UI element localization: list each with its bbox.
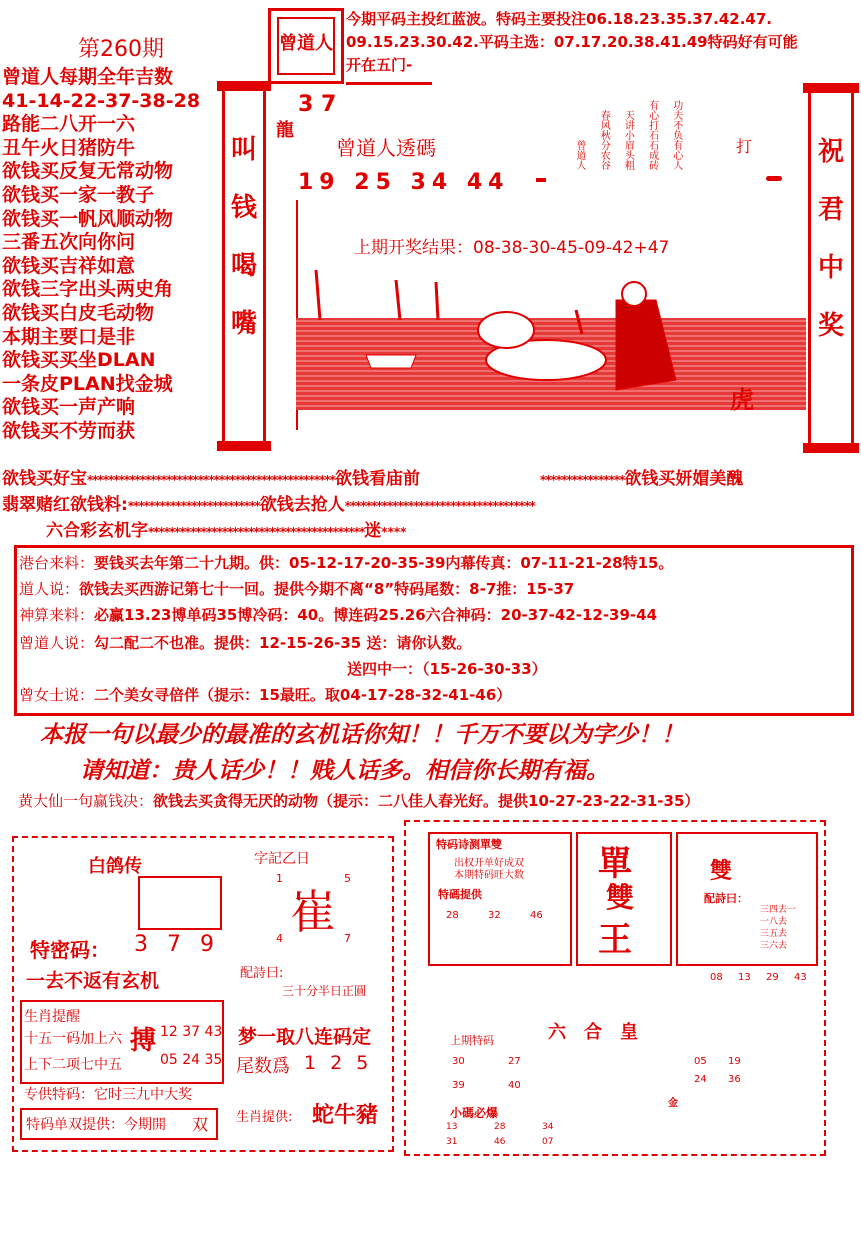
left-line: 欲钱买反复无常动物 — [2, 160, 174, 183]
right-scroll — [808, 90, 854, 446]
dream-text: 梦一取八连码定 — [238, 1026, 372, 1048]
header-underline — [346, 82, 432, 85]
zodiac-label: 生肖提供: — [236, 1110, 293, 1125]
xiaoma-title: 小碼必爆 — [450, 1106, 499, 1120]
sm-num: 40 — [508, 1080, 521, 1091]
left-line: 欲钱买买坐DLAN — [2, 349, 156, 372]
left-line: 欲钱三字出头两史角 — [2, 278, 174, 301]
tail-label: 尾数爲 — [236, 1056, 290, 1077]
left-line: 41-14-22-37-38-28 — [2, 89, 201, 112]
special-code-nums: 3 7 9 — [134, 932, 220, 957]
scroll-char: 叫 — [230, 135, 257, 165]
column-text: 有心打石石成砖 — [646, 100, 658, 170]
sm-num: 27 — [508, 1056, 521, 1067]
zodiac-text: 蛇牛豬 — [312, 1103, 379, 1128]
star-line-3: 六合彩玄机字*****************************************迷**** — [46, 521, 407, 541]
line-text: 欲钱去抢人 — [259, 495, 345, 515]
right-num: 13 — [738, 972, 751, 983]
huang-label: 黄大仙一句赢钱决： — [18, 792, 154, 810]
scroll-char: 中 — [817, 253, 844, 283]
xm-num: 31 — [446, 1137, 458, 1147]
line-text: 欲钱看庙前 — [334, 469, 420, 489]
peishi-title: 配詩曰： — [704, 892, 748, 905]
slogan-1: 本报一句以最少的最准的玄机话你知！！千万不要以为字少！！ — [40, 721, 684, 748]
info-line: 神算来料：必赢13.23博单码35博冷码：40。博连码25.26六合神码：20-37-42-12-39-44 — [19, 606, 658, 624]
zi-title: 字記乙日 — [254, 851, 310, 867]
left-line: 欲钱买一帆风顺动物 — [2, 207, 174, 230]
peishi-line: 三六去 — [760, 941, 788, 951]
slogan-2: 请知道：贵人话少！！贱人话多。相信你长期有福。 — [80, 757, 609, 784]
info-line: 曾道人说：勾二配二不也准。提供：12-15-26-35 送：请你认数。 — [19, 634, 472, 652]
right-num: 29 — [766, 972, 779, 983]
xm-num: 07 — [542, 1137, 554, 1147]
left-line: 曾道人每期全年吉数 — [2, 66, 174, 88]
pm-title: 特码诗测單雙 — [436, 838, 502, 851]
jin-char: 金 — [668, 1098, 678, 1109]
right-num: 43 — [794, 972, 807, 983]
mid-num: 24 — [694, 1074, 707, 1085]
mid-num: 19 — [728, 1056, 741, 1067]
scene-mask — [384, 415, 784, 445]
bo-char: 搏 — [130, 1026, 157, 1056]
scroll-char: 奖 — [817, 311, 844, 341]
zi-num: 7 — [344, 932, 351, 945]
line-text: 欲钱买妍媢美醜 — [624, 469, 744, 489]
shengxiao-line: 十五一码加上六 — [24, 1031, 122, 1047]
left-column — [2, 66, 224, 444]
brand-text: 白鸽传 — [88, 856, 142, 877]
dash — [536, 178, 546, 182]
left-line: 欲钱买一家一教子 — [2, 183, 155, 206]
scroll-char: 钱 — [230, 193, 257, 223]
special-tip: 专供特码：它时三九中大奖 — [24, 1087, 192, 1103]
left-line: 三番五次向你问 — [2, 231, 136, 254]
pm-num: 46 — [530, 910, 543, 921]
shengxiao-line: 上下二项七中五 — [24, 1057, 122, 1073]
scroll-char: 君 — [817, 195, 844, 225]
shengxiao-title: 生肖提醒 — [24, 1009, 80, 1025]
poem-title: 配詩曰: — [240, 966, 284, 981]
zi-char: 崔 — [290, 885, 336, 939]
picture-numbers: 19 25 34 44 — [298, 170, 510, 195]
tail-nums: 1 2 5 — [304, 1052, 373, 1074]
info-line: 送四中一：（15-26-30-33） — [347, 660, 547, 678]
header-line-1: 今期平码主投红蓝波。特码主要投注06.18.23.35.37.42.47. — [346, 10, 773, 28]
info-line: 港台来料：要钱买去年第二十九期。供：05-12-17-20-35-39内幕传真：07-11-21-28特15。 — [19, 554, 674, 572]
header-line-3: 开在五门- — [346, 56, 413, 74]
scroll-char: 喝 — [230, 251, 257, 281]
line-text: 迷 — [364, 521, 382, 541]
left-line: 欲钱买白皮毛动物 — [2, 301, 155, 324]
left-line: 路能二八开一六 — [2, 113, 136, 136]
zi-num: 4 — [276, 932, 283, 945]
tiger-char: 虎 — [730, 386, 754, 414]
previous-result: 上期开奖结果：08-38-30-45-09-42+47 — [354, 238, 670, 258]
column-text: 曾道人 — [574, 140, 585, 170]
dragon-char: 龍 — [276, 120, 294, 141]
scroll-char: 祝 — [817, 137, 844, 167]
zi-num: 5 — [344, 872, 351, 885]
pm-num: 32 — [488, 910, 501, 921]
right-num: 08 — [710, 972, 723, 983]
phrase: 一去不返有玄机 — [26, 970, 160, 992]
peishi-line: 三四去一 — [760, 905, 797, 915]
picture-title: 曾道人透碼 — [336, 136, 436, 160]
line-text: 六合彩玄机字 — [46, 521, 148, 541]
scroll-char: 嘴 — [230, 309, 257, 339]
sm-title: 上期特码 — [450, 1034, 494, 1047]
peishi-line: 一八去 — [760, 917, 788, 927]
right-title: 雙 — [710, 859, 733, 884]
left-line: 欲钱买一声产响 — [2, 396, 136, 419]
big-char: 單 — [598, 844, 632, 884]
star-line-1: 欲钱买好宝***********************************************欲钱看庙前 — [2, 469, 420, 489]
xm-num: 28 — [494, 1122, 506, 1132]
huang-line — [18, 790, 699, 811]
column-text: 功夫不负有心人 — [670, 100, 682, 170]
logo-seal — [268, 8, 344, 84]
peishi-line: 三五去 — [760, 929, 788, 939]
left-line: 一条皮PLAN找金城 — [2, 372, 173, 395]
info-box — [14, 545, 854, 716]
left-scroll — [222, 88, 266, 444]
xm-num: 34 — [542, 1122, 554, 1132]
top-numbers: 3 7 — [298, 92, 337, 117]
brand-panel — [138, 876, 222, 930]
column-text: 天讲小眉头粗 — [622, 110, 634, 170]
big-char: 王 — [598, 920, 632, 960]
pm-poem: 本期特码旺大数 — [454, 870, 524, 881]
info-line: 道人说：欲钱去买西游记第七十一回。提供今期不离“8”特码尾数：8-7推：15-37 — [19, 580, 575, 598]
star-line-1b: ****************欲钱买妍媢美醜 — [540, 469, 744, 489]
dash — [766, 176, 782, 181]
left-line: 欲钱买不劳而获 — [2, 419, 136, 442]
line-text: 翡翠赌红欲钱料: — [2, 495, 128, 515]
sm-num: 39 — [452, 1080, 465, 1091]
poem-text: 三十分半日正圓 — [282, 984, 367, 998]
left-line: 本期主要口是非 — [2, 325, 136, 348]
special-code-label: 特密码： — [30, 938, 110, 962]
pm-num: 28 — [446, 910, 459, 921]
bo-nums: 05 24 35 — [160, 1052, 223, 1068]
danshuang-label: 特码单双提供：今期開 — [26, 1117, 166, 1133]
left-line: 欲钱买吉祥如意 — [2, 254, 136, 277]
column-text: 春风秋分农谷 — [598, 110, 610, 170]
header-line-2: 09.15.23.30.42.平码主选：07.17.20.38.41.49特码好有可能 — [346, 33, 798, 51]
left-line: 丑午火日猪防牛 — [2, 136, 136, 159]
liuhe-title: 六合皇 — [548, 1022, 656, 1043]
danshuang-value: 双 — [192, 1115, 209, 1134]
xm-num: 13 — [446, 1122, 458, 1132]
logo-text: 曾道人 — [279, 33, 333, 54]
bo-nums: 12 37 43 — [160, 1024, 223, 1040]
big-char: 雙 — [606, 881, 635, 914]
mid-num: 05 — [694, 1056, 707, 1067]
header-text — [346, 8, 856, 77]
star-line-2: 翡翠赌红欲钱料:*************************欲钱去抢人************************************ — [2, 495, 535, 515]
line-text: 欲钱买好宝 — [2, 469, 87, 489]
issue-number: 第260期 — [78, 37, 164, 62]
huang-text: 欲钱去买贪得无厌的动物（提示：二八佳人春光好。提供10-27-23-22-31-35） — [153, 792, 700, 810]
xm-num: 46 — [494, 1137, 506, 1147]
zi-num: 1 — [276, 872, 283, 885]
hit-char: 打 — [736, 137, 753, 156]
mid-num: 36 — [728, 1074, 741, 1085]
info-line: 曾女士说：二个美女寻倍伴（提示：15最旺。取04-17-28-32-41-46） — [19, 686, 512, 704]
sm-num: 30 — [452, 1056, 465, 1067]
picture-columns — [572, 100, 742, 180]
pm-supply: 特碼提供 — [438, 888, 482, 901]
pm-poem: 出权开单好成双 — [454, 858, 524, 869]
